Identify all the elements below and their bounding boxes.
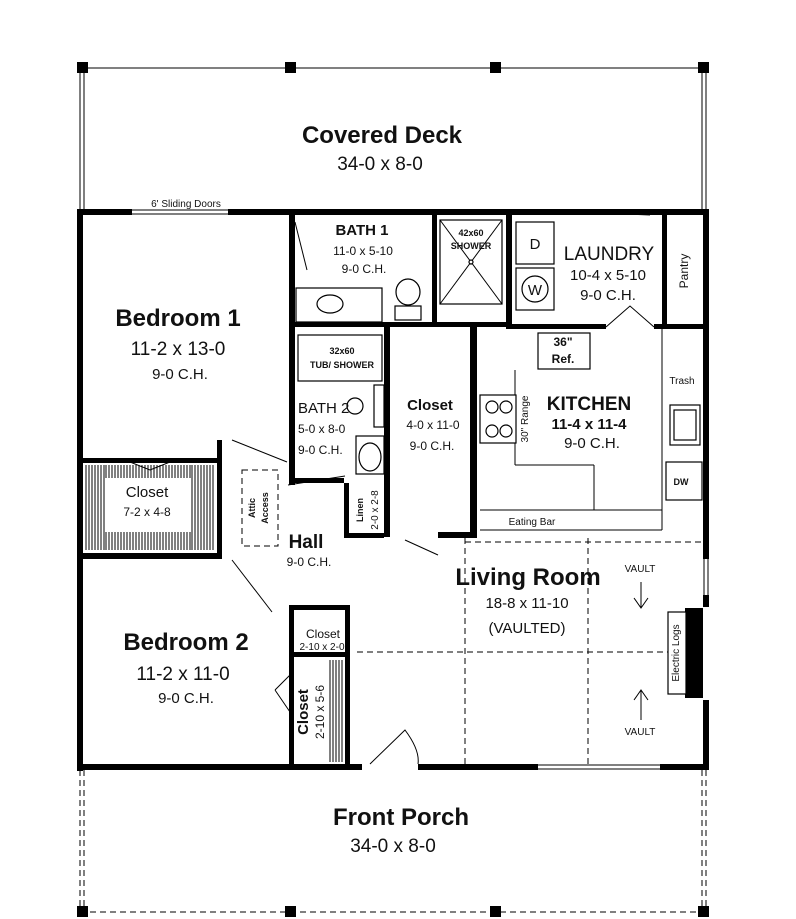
living-room-note: (VAULTED): [488, 620, 566, 637]
bath2-ceiling: 9-0 C.H.: [298, 443, 343, 457]
closet-bed1-size: 7-2 x 4-8: [123, 505, 171, 519]
bath1-ceiling: 9-0 C.H.: [341, 262, 387, 276]
kitchen-name: KITCHEN: [546, 394, 632, 415]
attic-label-1: Attic: [247, 498, 257, 518]
linen-size: 2-0 x 2-8: [370, 490, 381, 530]
eating-bar-label: Eating Bar: [508, 517, 556, 528]
attic-label-2: Access: [260, 492, 270, 524]
bath1-size: 11-0 x 5-10: [333, 244, 393, 258]
bedroom1-size: 11-2 x 13-0: [130, 339, 226, 360]
closet-hall-ceiling: 9-0 C.H.: [409, 439, 455, 453]
bath2-name: BATH 2: [298, 400, 350, 417]
shower1-label-2: SHOWER: [450, 241, 492, 251]
closet-bed1-name: Closet: [125, 484, 169, 501]
covered-deck-size: 34-0 x 8-0: [337, 154, 423, 175]
bedroom2-name: Bedroom 2: [123, 629, 249, 656]
closet-small-size: 2-10 x 2-0: [299, 642, 345, 653]
linen-name: Linen: [355, 498, 365, 522]
trash-label: Trash: [669, 376, 695, 387]
sliding-doors-label: 6' Sliding Doors: [151, 199, 221, 210]
bedroom1-ceiling: 9-0 C.H.: [152, 366, 208, 383]
ref-label: Ref.: [551, 352, 575, 366]
dw-label: DW: [673, 477, 689, 487]
tub-label-2: TUB/ SHOWER: [310, 360, 374, 370]
closet-small-name: Closet: [305, 627, 341, 641]
laundry-ceiling: 9-0 C.H.: [580, 287, 636, 304]
kitchen-ceiling: 9-0 C.H.: [564, 435, 620, 452]
tub-label-1: 32x60: [329, 346, 355, 356]
washer-label: W: [527, 282, 543, 299]
pantry-label: Pantry: [677, 253, 691, 289]
dryer-label: D: [529, 236, 541, 253]
shower1-label-1: 42x60: [458, 228, 484, 238]
laundry-name: LAUNDRY: [563, 244, 655, 265]
vault-bottom-label: VAULT: [624, 727, 656, 738]
bedroom1-name: Bedroom 1: [115, 305, 241, 332]
range-label: 30" Range: [520, 395, 531, 443]
living-room-size: 18-8 x 11-10: [485, 595, 569, 612]
closet-bed2-size: 2-10 x 5-6: [313, 684, 327, 740]
vault-top-label: VAULT: [624, 564, 656, 575]
laundry-size: 10-4 x 5-10: [570, 267, 646, 284]
hall-name: Hall: [288, 532, 324, 553]
covered-deck-name: Covered Deck: [301, 122, 463, 149]
bedroom2-ceiling: 9-0 C.H.: [158, 690, 214, 707]
ref-size-label: 36": [553, 335, 573, 349]
front-porch-size: 34-0 x 8-0: [350, 836, 436, 857]
bath1-name: BATH 1: [335, 222, 389, 239]
closet-hall-name: Closet: [407, 397, 453, 414]
closet-bed2-name: Closet: [295, 689, 312, 735]
hall-ceiling: 9-0 C.H.: [286, 555, 332, 569]
kitchen-size: 11-4 x 11-4: [551, 416, 627, 433]
bath2-size: 5-0 x 8-0: [298, 422, 346, 436]
living-room-name: Living Room: [455, 564, 601, 591]
bedroom2-size: 11-2 x 11-0: [136, 664, 230, 685]
front-porch-name: Front Porch: [333, 804, 469, 831]
electric-logs-label: Electric Logs: [671, 624, 682, 682]
closet-hall-size: 4-0 x 11-0: [406, 418, 460, 432]
